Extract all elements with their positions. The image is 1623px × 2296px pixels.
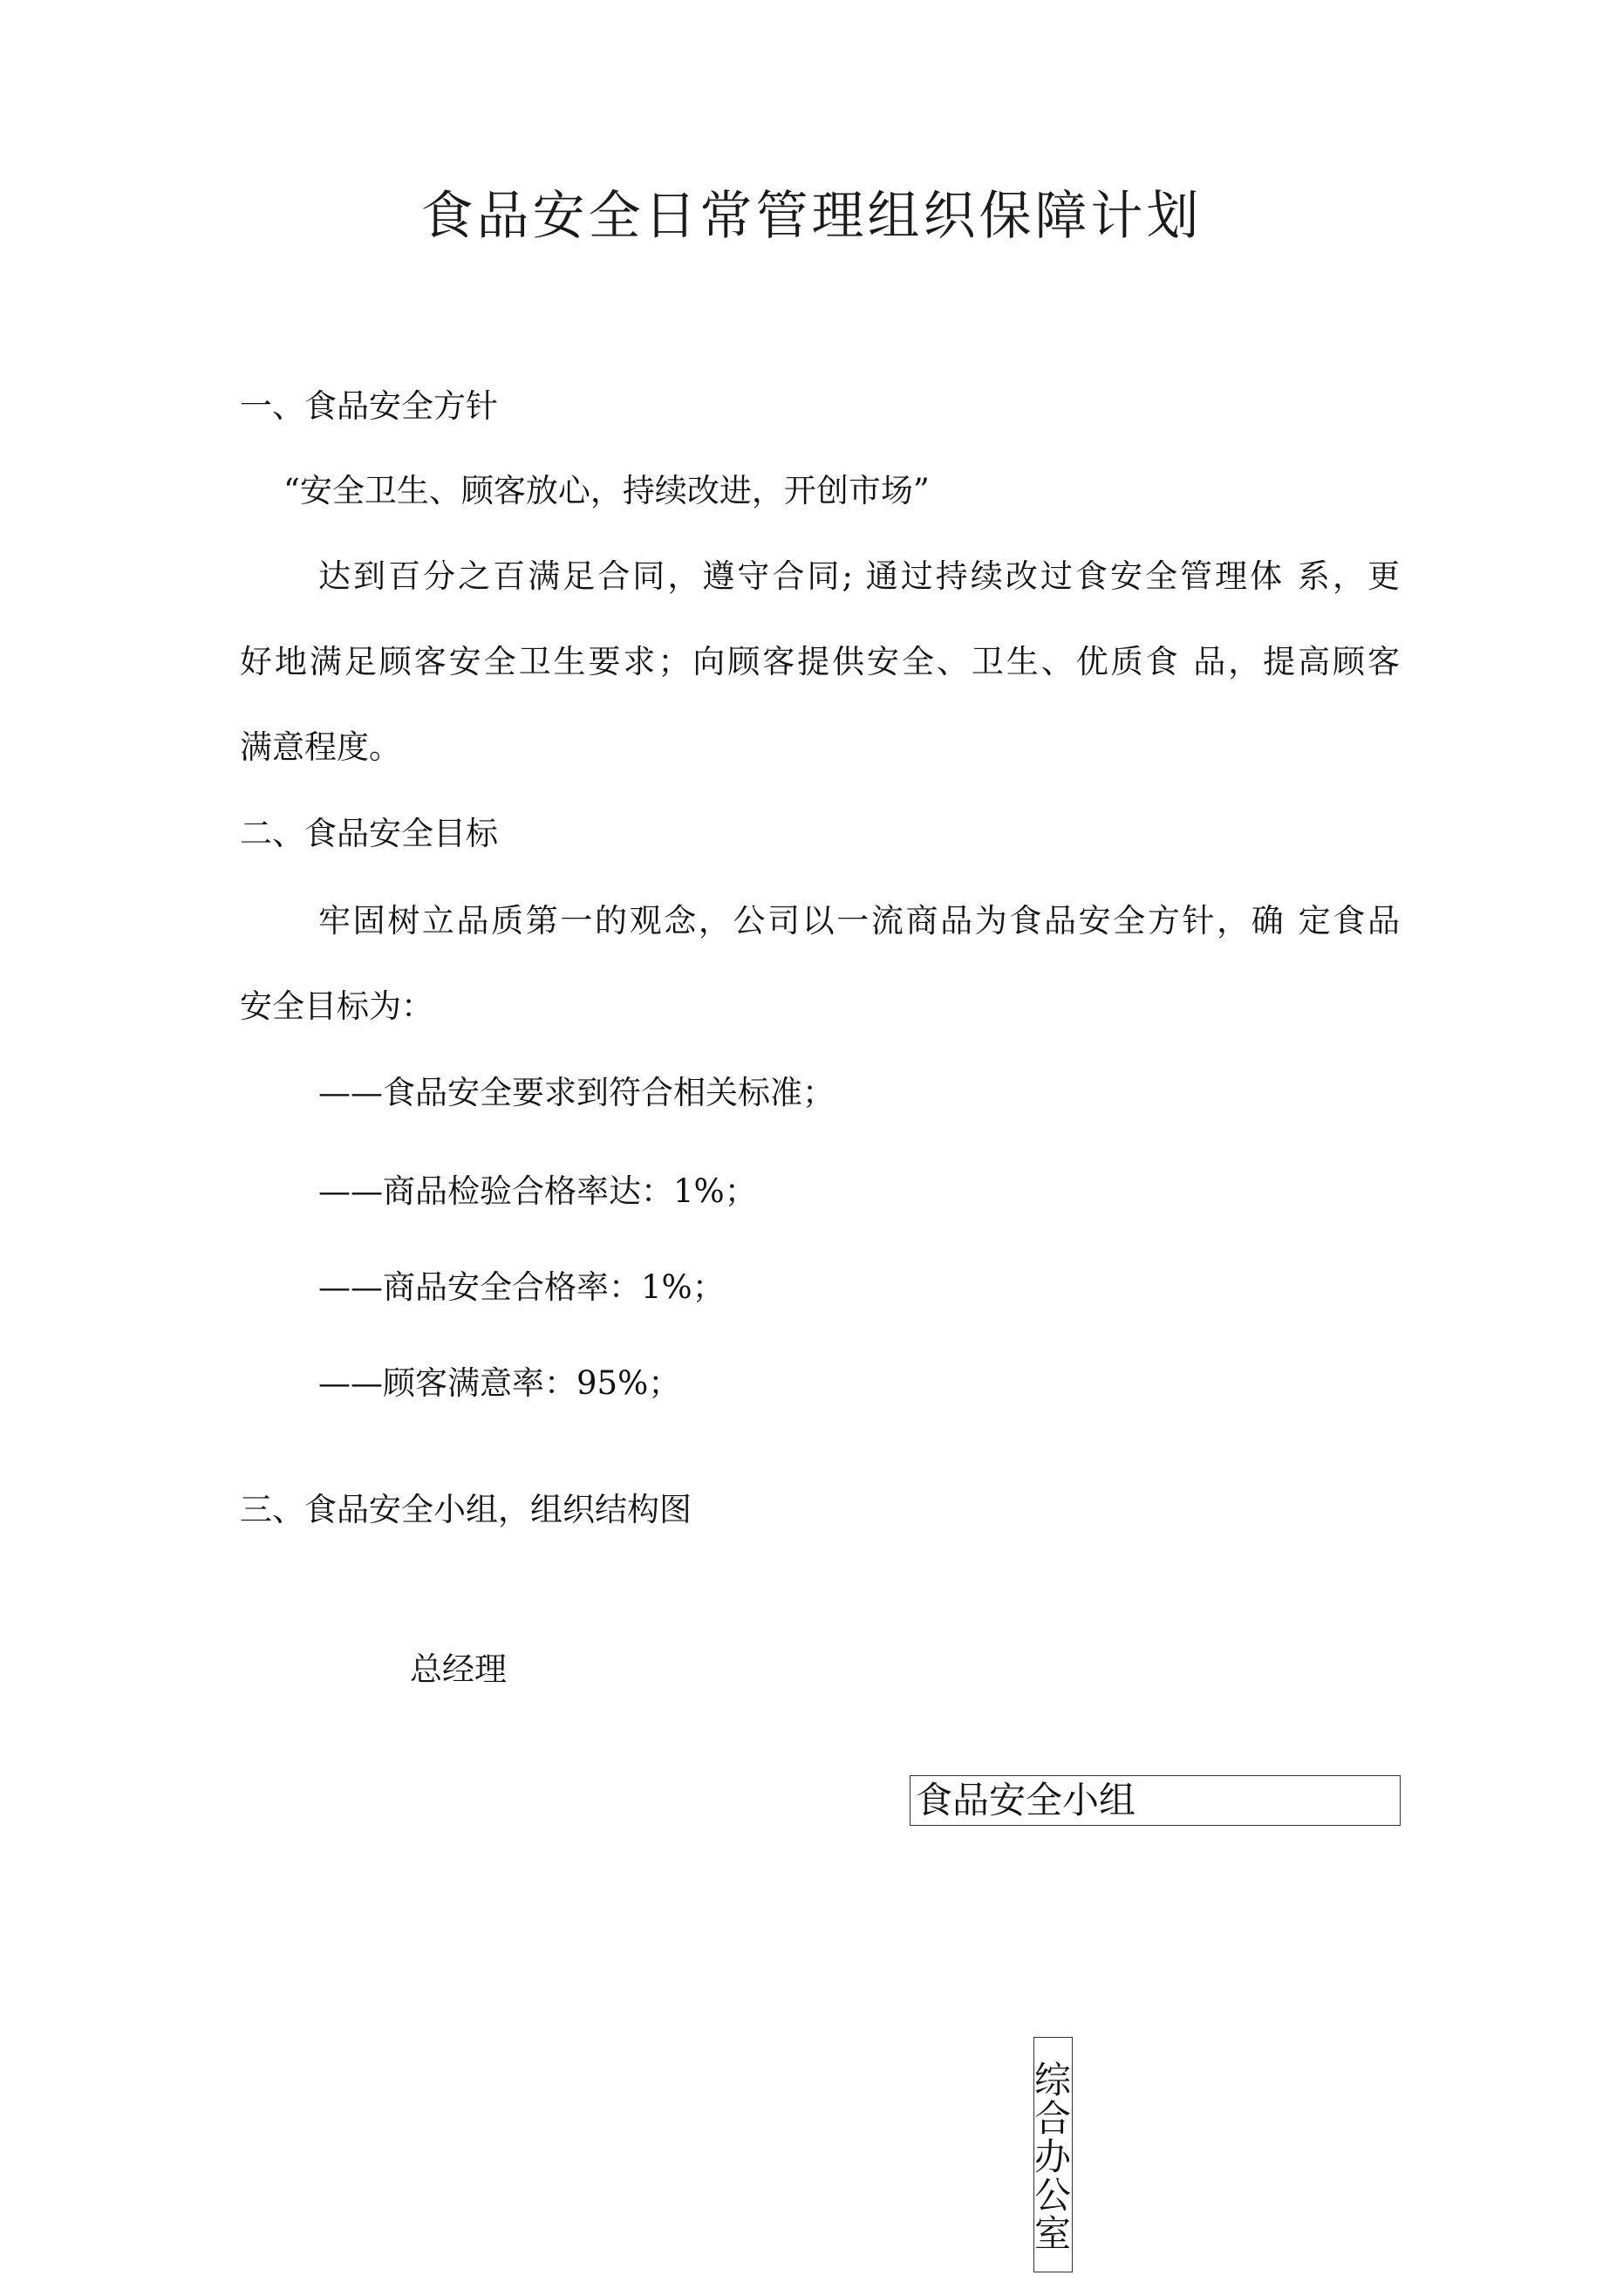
section1-motto: “安全卫生、顾客放心，持续改进，开创市场” xyxy=(283,472,930,509)
goal-item: ——食品安全要求到符合相关标准； xyxy=(318,1074,835,1111)
section1-paragraph-line-1: 达到百分之百满足合同，遵守合同; 通过持续改过食安全管理体 系，更 xyxy=(318,557,1400,595)
section2-paragraph-line-1: 牢固树立品质第一的观念，公司以一流商品为食品安全方针，确 定食品 xyxy=(318,902,1400,940)
org-node-general-manager: 总经理 xyxy=(410,1650,507,1688)
section1-paragraph-line-3: 满意程度。 xyxy=(240,728,401,766)
goal-item: ——商品安全合格率：1%； xyxy=(318,1268,725,1306)
section1-paragraph-line-2: 好地满足顾客安全卫生要求；向顾客提供安全、卫生、优质食 品，提高顾客 xyxy=(240,643,1400,680)
section1-heading: 一、食品安全方针 xyxy=(240,387,498,425)
section2-heading: 二、食品安全目标 xyxy=(240,815,498,852)
goal-item: ——顾客满意率：95%； xyxy=(318,1364,681,1402)
goal-item: ——商品检验合格率达：1%； xyxy=(318,1172,757,1210)
section2-paragraph-line-2: 安全目标为： xyxy=(240,987,433,1025)
section3-heading: 三、食品安全小组，组织结构图 xyxy=(240,1491,692,1528)
org-node-food-safety-group: 食品安全小组 xyxy=(910,1775,1401,1826)
document-title: 食品安全日常管理组织保障计划 xyxy=(420,186,1203,247)
org-node-general-office: 综合办公室 xyxy=(1033,2037,1073,2272)
